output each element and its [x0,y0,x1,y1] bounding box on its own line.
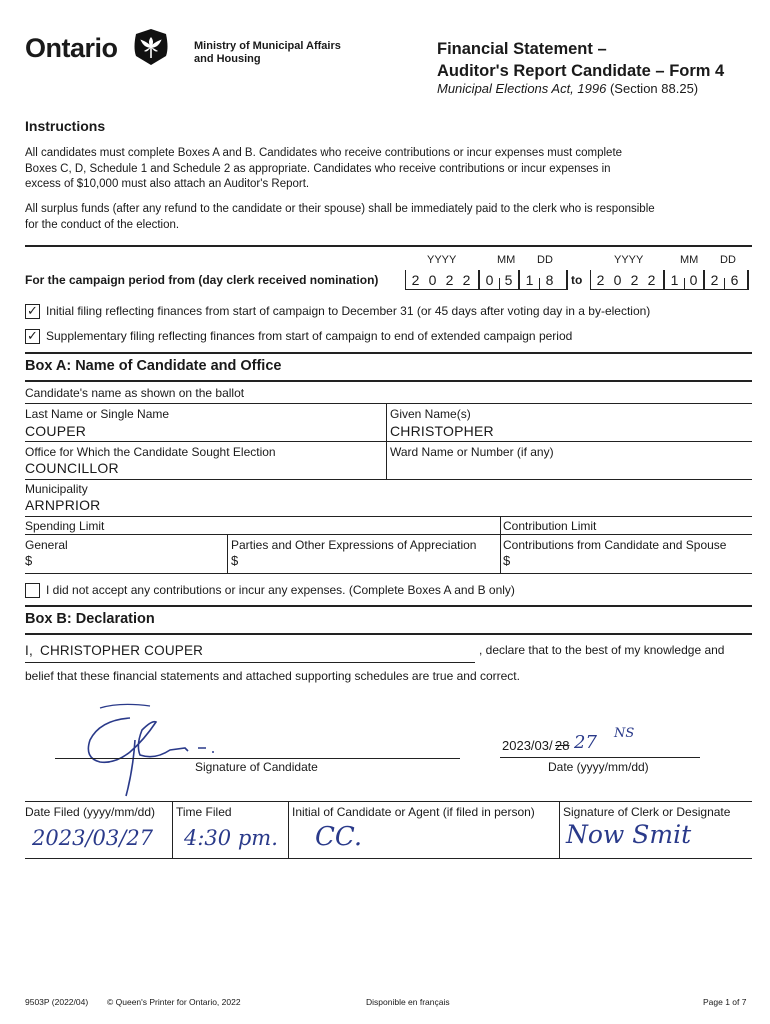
time-filed-field[interactable]: 4:30 pm. [184,826,278,850]
from-digit: 5 [504,272,513,288]
contributions-amount-field[interactable]: $ [503,553,511,568]
given-name-field[interactable]: CHRISTOPHER [390,423,494,439]
initial-agent-label: Initial of Candidate or Agent (if filed in person) [292,805,535,819]
belief-text: belief that these financial statements and attached supporting schedules are true and correct. [25,669,520,683]
contribution-limit-label: Contribution Limit [503,519,597,533]
from-digit: 1 [525,272,534,288]
to-date-field[interactable] [590,266,748,290]
municipality-label: Municipality [25,482,88,496]
contributions-candidate-label: Contributions from Candidate and Spouse [503,538,727,552]
instructions-paragraph-2: All surplus funds (after any refund to the candidate or their spouse) shall be immediately paid to the clerk who is responsible for the conduct of the election. [25,203,655,231]
page-number: Page 1 of 7 [703,997,747,1007]
check-icon: ✓ [27,303,38,318]
date-label: Date (yyyy/mm/dd) [548,760,649,774]
check-icon: ✓ [27,328,38,343]
logo-wordmark: Ontario [25,33,118,63]
signature-label: Signature of Candidate [195,760,318,774]
to-digit: 0 [689,272,698,288]
no-contributions-label: I did not accept any contributions or incur any expenses. (Complete Boxes A and B only) [46,583,515,597]
from-digit: 2 [445,272,454,288]
last-name-field[interactable]: COUPER [25,423,87,439]
no-contributions-checkbox[interactable] [25,583,40,598]
supplementary-filing-checkbox[interactable] [25,329,40,344]
to-digit: 2 [630,272,639,288]
from-date-field[interactable] [405,266,567,290]
parties-label: Parties and Other Expressions of Appreciation [231,538,477,552]
last-name-label: Last Name or Single Name [25,407,170,421]
date-filed-field[interactable]: 2023/03/27 [32,826,154,850]
time-filed-label: Time Filed [176,805,232,819]
form-code: 9503P (2022/04) [25,997,89,1007]
from-yyyy-label: YYYY [427,254,457,266]
to-digit: 1 [670,272,679,288]
copyright: © Queen's Printer for Ontario, 2022 [107,997,241,1007]
ontario-logo [25,33,118,64]
given-name-label: Given Name(s) [390,407,471,421]
initial-filing-label: Initial filing reflecting finances from start of campaign to December 31 (or 45 days after voting day in a by-election) [46,304,651,318]
office-field[interactable]: COUNCILLOR [25,460,119,476]
general-amount-field[interactable]: $ [25,553,33,568]
municipality-field[interactable]: ARNPRIOR [25,497,101,513]
ministry-name: Ministry of Municipal Affairs and Housing [194,40,341,65]
declarant-name-field[interactable]: CHRISTOPHER COUPER [40,643,204,658]
date-filed-label: Date Filed (yyyy/mm/dd) [25,805,156,819]
to-yyyy-label: YYYY [614,254,644,266]
declare-text: , declare that to the best of my knowledge and [479,643,725,657]
from-digit: 2 [411,272,420,288]
instructions-paragraph-1: All candidates must complete Boxes A and B. Candidates who receive contributions or incur expenses must complete Boxes C, D, Schedule 1 and Schedule 2 as appropriate. Candidates who receive contributions or incur expenses in excess of $10,000 must also attach an Auditor's Report. [25,147,623,190]
campaign-period-label: For the campaign period from (day clerk received nomination) [25,273,379,287]
declaration-date-field[interactable] [502,726,702,756]
declaration-prefix: I, [25,643,33,658]
box-b-heading: Box B: Declaration [25,611,155,627]
instructions-heading: Instructions [25,118,106,134]
spending-limit-label: Spending Limit [25,519,105,533]
office-label: Office for Which the Candidate Sought Election [25,445,276,459]
candidate-signature-drawing [60,700,310,798]
initial-filing-checkbox[interactable] [25,304,40,319]
from-dd-label: DD [537,254,553,266]
french-availability: Disponible en français [366,997,450,1007]
to-label: to [571,273,583,287]
form-title: Financial Statement – Auditor's Report Candidate – Form 4 [437,40,725,80]
to-digit: 6 [730,272,739,288]
from-digit: 0 [428,272,437,288]
to-dd-label: DD [720,254,736,266]
date-struck-day: 28 [555,738,570,753]
divider [25,245,752,247]
from-mm-label: MM [497,254,516,266]
date-printed: 2023/03/ [502,738,553,753]
from-digit: 8 [545,272,554,288]
to-mm-label: MM [680,254,699,266]
act-reference: Municipal Elections Act, 1996 (Section 88.25) [437,81,699,96]
date-initials: NS [614,726,635,741]
to-digit: 2 [647,272,656,288]
ballot-note: Candidate's name as shown on the ballot [25,386,245,400]
to-digit: 2 [596,272,605,288]
to-digit: 2 [710,272,719,288]
from-digit: 2 [462,272,471,288]
from-digit: 0 [485,272,494,288]
date-handwritten-day: 27 [574,732,597,753]
box-a-heading: Box A: Name of Candidate and Office [25,358,282,374]
clerk-signature-label: Signature of Clerk or Designate [563,805,731,819]
clerk-signature-field[interactable]: Now Smit [566,820,692,849]
to-digit: 0 [613,272,622,288]
general-label: General [25,538,68,552]
trillium-icon [133,28,169,66]
initial-agent-field[interactable]: CC. [315,822,363,852]
supplementary-filing-label: Supplementary filing reflecting finances from start of campaign to end of extended campaign period [46,329,573,343]
candidate-signature-field[interactable] [60,700,310,798]
ward-label: Ward Name or Number (if any) [390,445,554,459]
parties-amount-field[interactable]: $ [231,553,239,568]
